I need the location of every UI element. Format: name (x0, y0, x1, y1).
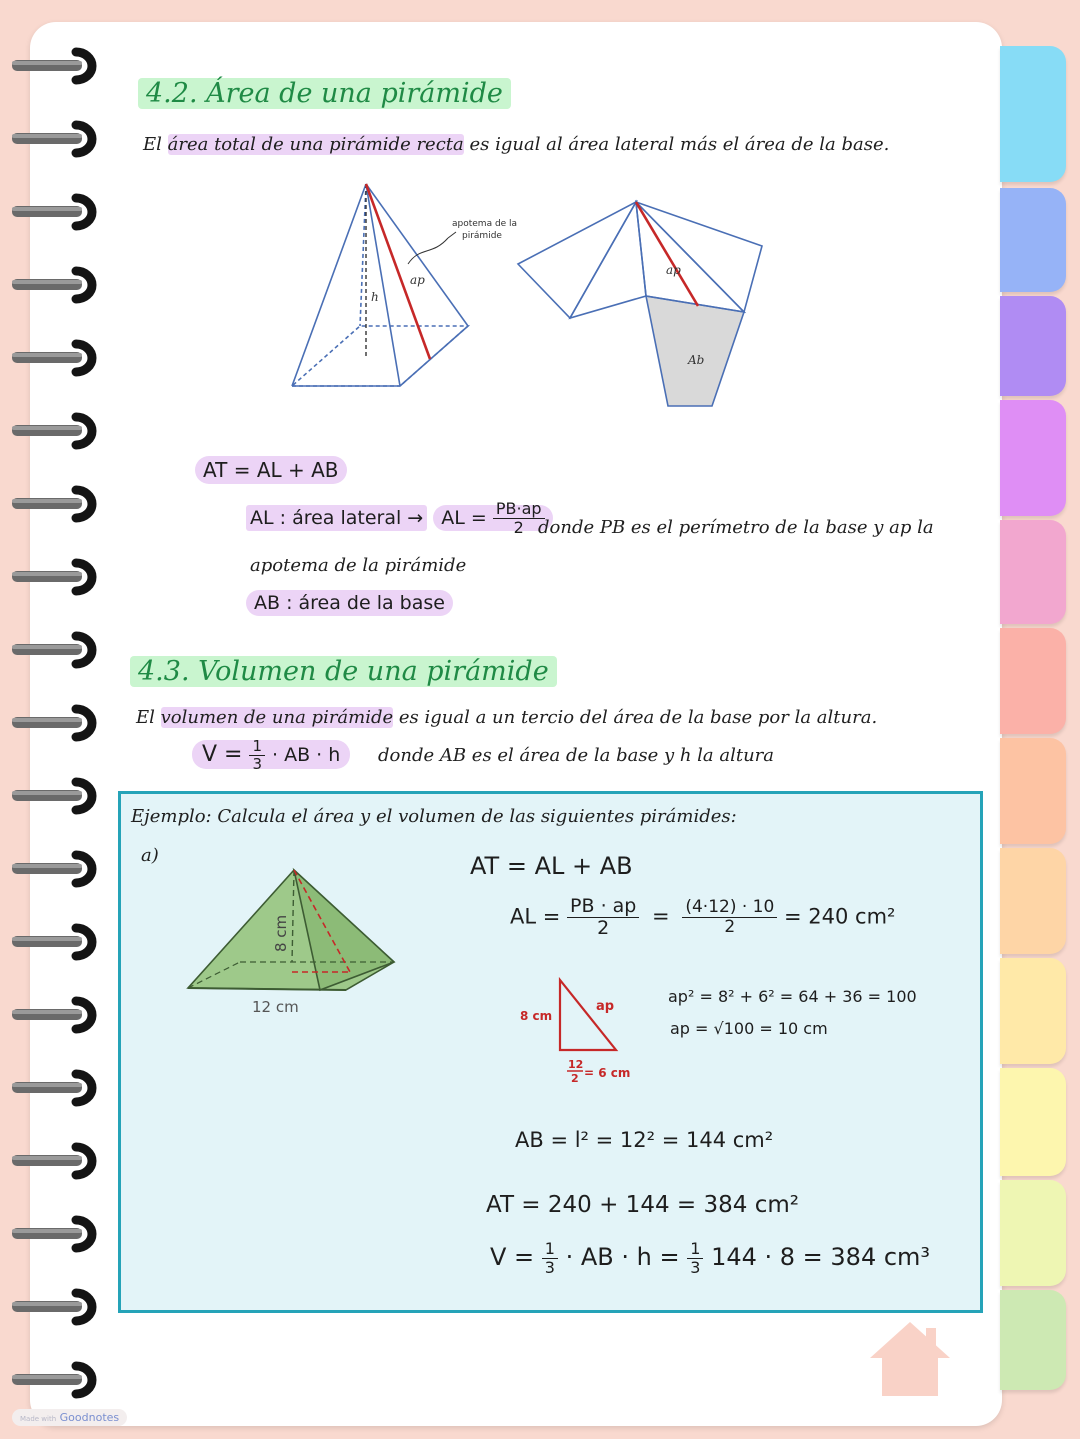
pyramid-figure (280, 176, 520, 396)
spiral-ring (10, 44, 106, 88)
divider-tab-9[interactable] (1000, 958, 1066, 1064)
spiral-ring (10, 117, 106, 161)
home-icon[interactable] (868, 1318, 952, 1398)
intro-area: El área total de una pirámide recta es igual al área lateral más el área de la base. (143, 134, 890, 155)
divider-tab-2[interactable] (1000, 188, 1066, 292)
spiral-ring (10, 409, 106, 453)
formula-base-area: AB : área de la base (246, 592, 453, 614)
example-title: Ejemplo: Calcula el área y el volumen de las siguientes pirámides: (131, 806, 737, 827)
volume-description: donde AB es el área de la base y h la altura (378, 745, 775, 766)
triangle-side-label: 8 cm (520, 1009, 553, 1023)
net-base (646, 296, 744, 406)
lateral-description: donde PB es el perímetro de la base y ap la (538, 517, 934, 538)
formula-total-area: AT = AL + AB (195, 458, 347, 482)
divider-tab-11[interactable] (1000, 1180, 1066, 1286)
pyramid-height-label: 8 cm (272, 914, 290, 952)
spiral-ring (10, 263, 106, 307)
apothem-line (366, 184, 430, 359)
spiral-ring (10, 628, 106, 672)
pyramid-base-hidden (292, 326, 468, 386)
section-title-area: 4.2. Área de una pirámide (138, 78, 511, 109)
pyramid-base-label: 12 cm (252, 998, 299, 1016)
spiral-ring (10, 190, 106, 234)
divider-tab-10[interactable] (1000, 1068, 1066, 1176)
goodnotes-badge: Made with Goodnotes (12, 1409, 127, 1426)
fig1-ap-label: ap (410, 273, 425, 287)
calc-volume: V = $\frac{1}{3}$ · AB · h = $\frac{1}{3}$ 144 · 8 = 384 cm³ (490, 1239, 931, 1277)
calc-base-area: AB = l² = 12² = 144 cm² (515, 1128, 774, 1152)
divider-tab-7[interactable] (1000, 738, 1066, 844)
fig2-ab-label: Ab (688, 353, 705, 367)
spiral-ring (10, 336, 106, 380)
fig1-annotation-1: apotema de la (452, 219, 518, 229)
spiral-ring (10, 1358, 106, 1402)
spiral-ring (10, 482, 106, 526)
calc-apothem-1: ap² = 8² + 6² = 64 + 36 = 100 (668, 987, 917, 1006)
divider-tab-12[interactable] (1000, 1290, 1066, 1390)
divider-tab-8[interactable] (1000, 848, 1066, 954)
triangle-base-den: 2 (571, 1072, 579, 1084)
calc-lateral-area: AL = $\frac{PB \cdot ap}{2}$ = $\frac{(4\cdot 12) \cdot 10}{2}$ = 240 cm² (510, 895, 896, 939)
divider-tab-5[interactable] (1000, 520, 1066, 624)
triangle-base-num: 12 (568, 1058, 584, 1071)
fig2-ap-label: ap (666, 263, 681, 277)
spiral-ring (10, 701, 106, 745)
triangle-shape (560, 980, 616, 1050)
triangle-hyp-label: ap (596, 999, 615, 1014)
spiral-ring (10, 1139, 106, 1183)
spiral-ring (10, 774, 106, 818)
intro-volume: El volumen de una pirámide es igual a un tercio del área de la base por la altura. (136, 707, 878, 728)
spiral-ring (10, 993, 106, 1037)
calc-total-result: AT = 240 + 144 = 384 cm² (486, 1192, 799, 1218)
spiral-ring (10, 920, 106, 964)
red-triangle (516, 974, 636, 1084)
triangle-base-result: = 6 cm (584, 1066, 631, 1080)
spiral-ring (10, 1066, 106, 1110)
calc-total-area: AT = AL + AB (470, 852, 633, 880)
lateral-description-2: apotema de la pirámide (250, 555, 467, 576)
spiral-ring (10, 555, 106, 599)
formula-volume: V = $\frac{1}{3}$ · AB · h (192, 738, 350, 772)
section-title-volume: 4.3. Volumen de una pirámide (130, 656, 557, 687)
spiral-ring (10, 1212, 106, 1256)
divider-tab-1[interactable] (1000, 46, 1066, 182)
divider-tab-3[interactable] (1000, 296, 1066, 396)
fig1-h-label: h (371, 290, 379, 304)
divider-tab-4[interactable] (1000, 400, 1066, 516)
example-pyramid (180, 860, 410, 1020)
spiral-ring (10, 847, 106, 891)
spiral-ring (10, 1285, 106, 1329)
calc-apothem-2: ap = √100 = 10 cm (670, 1019, 828, 1038)
formula-lateral-area: AL : área lateral → AL = $\frac{PB\cdot ap}{2}$ (246, 500, 553, 536)
fig1-annotation-2: pirámide (462, 231, 502, 241)
divider-tab-6[interactable] (1000, 628, 1066, 734)
pyramid-net-figure (512, 196, 772, 412)
example-part-a: a) (141, 845, 159, 866)
